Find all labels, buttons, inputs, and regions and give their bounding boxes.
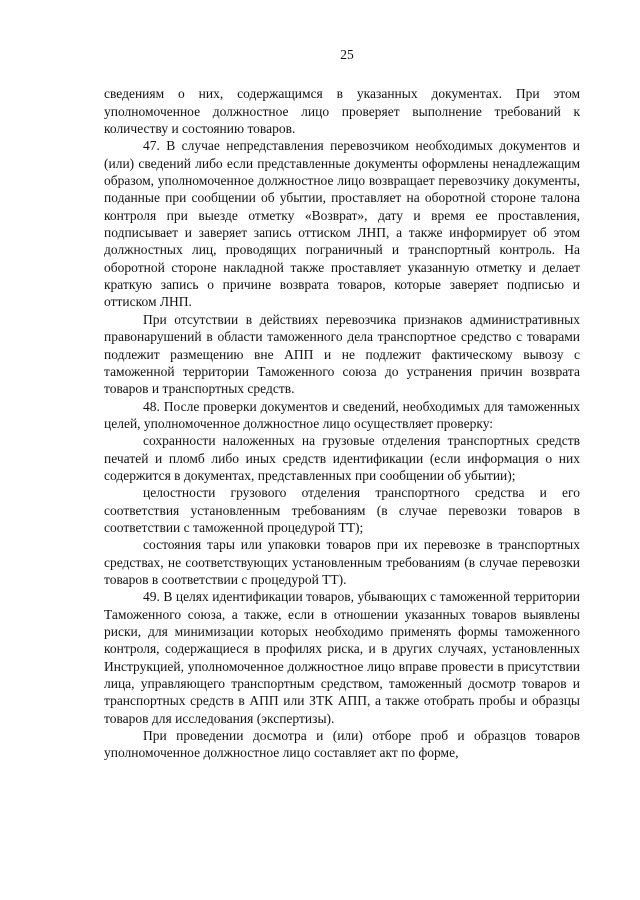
paragraph-47-absence-of-violations: При отсутствии в действиях перевозчика признаков административных правонарушений в области таможенного дела транспортное средство с товарами подлежит размещению вне АПП и не подлежит фактическому вывозу с таможенной территории Таможенного союза до устранения причин возврата товаров и транспортных средств. (104, 311, 580, 397)
paragraph-49-inspection-act: При проведении досмотра и (или) отборе проб и образцов товаров уполномоченное должностное лицо составляет акт по форме, (104, 728, 580, 761)
paragraph-47: 47. В случае непредставления перевозчиком необходимых документов и (или) сведений либо если представленные документы оформлены ненадлежащим образом, уполномоченное должностное лицо возвращает перевозчику документы, поданные при сообщении об убытии, проставляет на оборотной стороне талона контроля при выезде отметку «Возврат», дату и время ее проставления, подписывает и заверяет запись оттиском ЛНП, а также информирует об этом должностных лиц, проводящих пограничный и транспортный контроль. На оборотной стороне накладной также проставляет указанную отметку и делает краткую запись о причине возврата товаров, которые заверяет подписью и оттиском ЛНП. (104, 138, 580, 310)
paragraph-48-packaging-condition: состояния тары или упаковки товаров при их перевозке в транспортных средствах, не соответствующих установленным требованиям (в случае перевозки товаров в соответствии с процедурой ТТ). (104, 537, 580, 587)
paragraph-continuation: сведениям о них, содержащимся в указанных документах. При этом уполномоченное должностное лицо проверяет выполнение требований к количеству и состоянию товаров. (104, 86, 580, 137)
paragraph-48: 48. После проверки документов и сведений, необходимых для таможенных целей, уполномоченное должностное лицо осуществляет проверку: (104, 398, 580, 431)
paragraph-49: 49. В целях идентификации товаров, убывающих с таможенной территории Таможенного союза, а также, если в отношении указанных товаров выявлены риски, для минимизации которых необходимо применять формы таможенного контроля, содержащиеся в профилях риска, и в других случаях, установленных Инструкцией, уполномоченное должностное лицо вправе провести в присутствии лица, управляющего транспортным средством, таможенный досмотр товаров и транспортных средств в АПП или ЗТК АПП, а также отобрать пробы и образцы товаров для исследования (экспертизы). (104, 589, 580, 726)
paragraph-48-seals-check: сохранности наложенных на грузовые отделения транспортных средств печатей и пломб либо иных средств идентификации (если информация о них содержится в документах, представленных при сообщении об убытии); (104, 433, 580, 483)
page-number: 25 (340, 47, 354, 62)
paragraph-48-cargo-integrity: целостности грузового отделения транспортного средства и его соответствия установленным требованиям (в случае перевозки товаров в соответствии с таможенной процедурой ТТ); (104, 485, 580, 535)
